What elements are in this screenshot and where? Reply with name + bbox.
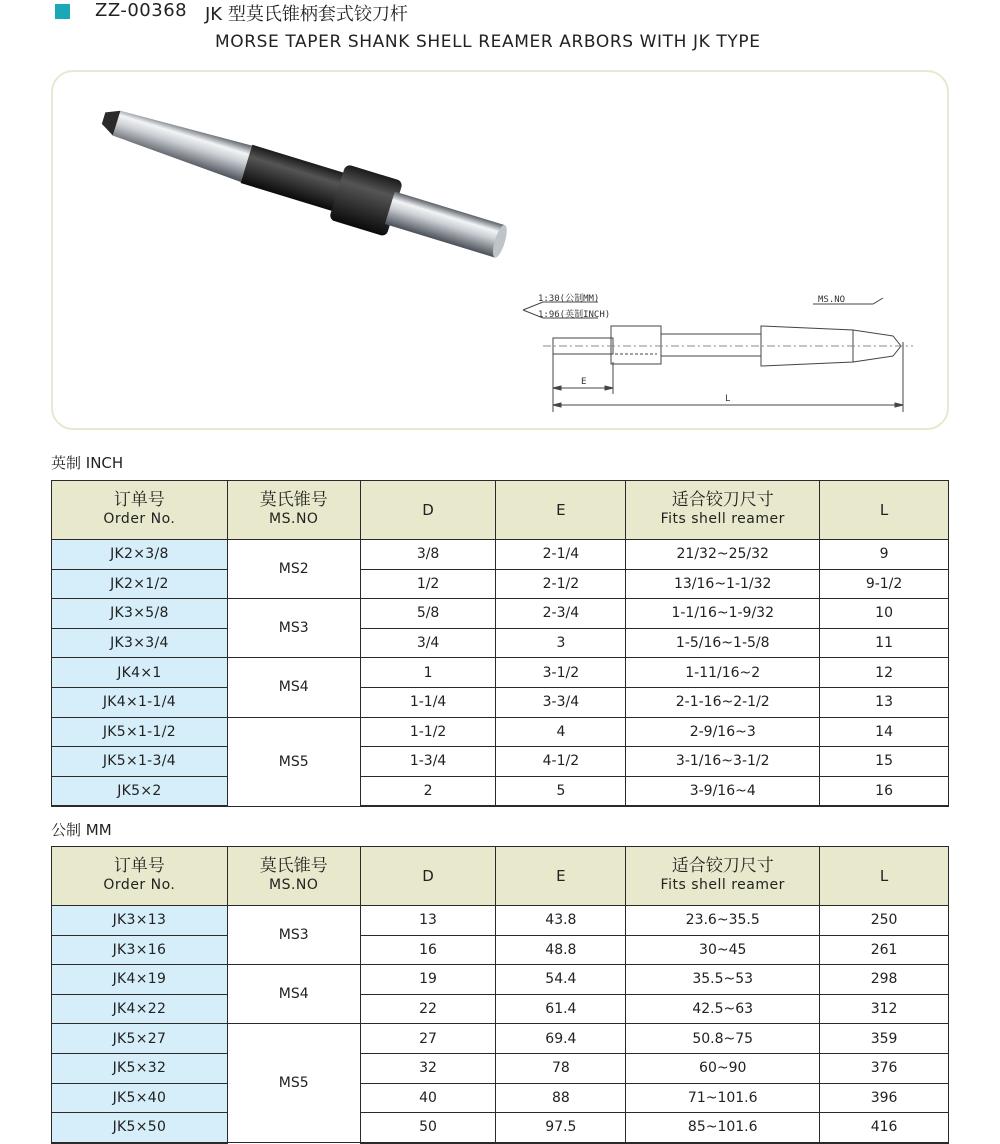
cell-fits: 1-11/16~2: [626, 658, 820, 688]
cell-order-no: JK3×3/4: [52, 628, 228, 658]
cell-fits: 2-9/16~3: [626, 717, 820, 747]
cell-order-no: JK5×2: [52, 776, 228, 806]
cell-e: 97.5: [496, 1113, 626, 1143]
l-dimension-label: L: [725, 394, 731, 404]
title-chinese: JK 型莫氏锥柄套式铰刀杆: [205, 4, 408, 25]
cell-order-no: JK5×40: [52, 1083, 228, 1113]
cell-order-no: JK3×13: [52, 906, 228, 936]
cell-e: 61.4: [496, 994, 626, 1024]
cell-e: 3-3/4: [496, 687, 626, 717]
cell-d: 3/4: [360, 628, 496, 658]
table-row: [52, 717, 949, 747]
cell-ms-no: MS4: [227, 658, 360, 717]
cell-order-no: JK4×1-1/4: [52, 687, 228, 717]
table-row: [52, 965, 949, 995]
col-e: E: [496, 481, 626, 540]
taper-inch-label: 1:96(英制INCH): [538, 310, 611, 320]
table-row: [52, 569, 949, 599]
accent-square: [55, 4, 70, 19]
cell-d: 16: [360, 935, 496, 965]
cell-e: 3-1/2: [496, 658, 626, 688]
cell-order-no: JK3×16: [52, 935, 228, 965]
cell-l: 11: [820, 628, 949, 658]
table-row: [52, 935, 949, 965]
cell-order-no: JK5×1-3/4: [52, 747, 228, 777]
cell-e: 2-1/2: [496, 569, 626, 599]
cell-l: 9-1/2: [820, 569, 949, 599]
cell-e: 2-1/4: [496, 540, 626, 570]
inch-table-body: [52, 540, 949, 807]
table-row: [52, 687, 949, 717]
cell-e: 2-3/4: [496, 599, 626, 629]
col-e: E: [496, 847, 626, 906]
cell-l: 13: [820, 687, 949, 717]
cell-l: 16: [820, 776, 949, 806]
cell-ms-no: MS2: [227, 540, 360, 599]
cell-l: 298: [820, 965, 949, 995]
cell-d: 50: [360, 1113, 496, 1143]
table-row: [52, 1113, 949, 1143]
cell-ms-no: MS5: [227, 717, 360, 806]
cell-d: 5/8: [360, 599, 496, 629]
cell-l: 14: [820, 717, 949, 747]
table-row: [52, 540, 949, 570]
table-row: [52, 599, 949, 629]
arbor-photo: [95, 92, 514, 270]
col-l: L: [820, 847, 949, 906]
cell-fits: 85~101.6: [626, 1113, 820, 1143]
cell-fits: 3-1/16~3-1/2: [626, 747, 820, 777]
table-row: [52, 906, 949, 936]
cell-order-no: JK3×5/8: [52, 599, 228, 629]
cell-fits: 30~45: [626, 935, 820, 965]
mm-spec-table: [51, 846, 949, 1144]
cell-e: 48.8: [496, 935, 626, 965]
product-illustration: [53, 72, 947, 428]
cell-l: 9: [820, 540, 949, 570]
cell-e: 88: [496, 1083, 626, 1113]
cell-d: 22: [360, 994, 496, 1024]
cell-fits: 21/32~25/32: [626, 540, 820, 570]
cell-l: 396: [820, 1083, 949, 1113]
table-header-row: [52, 481, 949, 540]
cell-l: 10: [820, 599, 949, 629]
table-row: [52, 994, 949, 1024]
cell-fits: 35.5~53: [626, 965, 820, 995]
inch-spec-table: [51, 480, 949, 807]
cell-e: 69.4: [496, 1024, 626, 1054]
cell-d: 2: [360, 776, 496, 806]
cell-order-no: JK5×27: [52, 1024, 228, 1054]
inch-section-title: 英制 INCH: [51, 454, 124, 472]
table-row: [52, 1083, 949, 1113]
col-ms: 莫氏锥号 MS.NO: [227, 481, 360, 540]
cell-e: 4: [496, 717, 626, 747]
cell-fits: 1-5/16~1-5/8: [626, 628, 820, 658]
col-d: D: [360, 481, 496, 540]
mm-table-body: [52, 906, 949, 1143]
cell-e: 54.4: [496, 965, 626, 995]
table-row: [52, 1053, 949, 1083]
cell-fits: 1-1/16~1-9/32: [626, 599, 820, 629]
cell-l: 359: [820, 1024, 949, 1054]
col-fits: 适合铰刀尺寸 Fits shell reamer: [626, 847, 820, 906]
col-ms: 莫氏锥号 MS.NO: [227, 847, 360, 906]
col-fits: 适合铰刀尺寸 Fits shell reamer: [626, 481, 820, 540]
table-row: [52, 1024, 949, 1054]
cell-d: 3/8: [360, 540, 496, 570]
page-header: [0, 0, 1000, 60]
cell-order-no: JK5×32: [52, 1053, 228, 1083]
cell-fits: 13/16~1-1/32: [626, 569, 820, 599]
cell-d: 1-1/4: [360, 687, 496, 717]
cell-e: 3: [496, 628, 626, 658]
cell-l: 15: [820, 747, 949, 777]
cell-order-no: JK4×1: [52, 658, 228, 688]
col-order: 订单号 Order No.: [52, 481, 228, 540]
cell-order-no: JK2×1/2: [52, 569, 228, 599]
cell-l: 312: [820, 994, 949, 1024]
title-english: MORSE TAPER SHANK SHELL REAMER ARBORS WITH JK TYPE: [215, 32, 761, 52]
cell-order-no: JK2×3/8: [52, 540, 228, 570]
cell-order-no: JK5×50: [52, 1113, 228, 1143]
col-d: D: [360, 847, 496, 906]
cell-ms-no: MS5: [227, 1024, 360, 1143]
cell-fits: 2-1-16~2-1/2: [626, 687, 820, 717]
product-figure-panel: [51, 70, 949, 430]
cell-fits: 50.8~75: [626, 1024, 820, 1054]
cell-d: 1-1/2: [360, 717, 496, 747]
cell-d: 27: [360, 1024, 496, 1054]
cell-e: 4-1/2: [496, 747, 626, 777]
cell-d: 40: [360, 1083, 496, 1113]
mm-section-title: 公制 MM: [51, 821, 112, 839]
ms-no-label: MS.NO: [818, 295, 846, 305]
cell-ms-no: MS4: [227, 965, 360, 1024]
cell-l: 261: [820, 935, 949, 965]
cell-d: 32: [360, 1053, 496, 1083]
cell-order-no: JK5×1-1/2: [52, 717, 228, 747]
cell-d: 1/2: [360, 569, 496, 599]
cell-fits: 71~101.6: [626, 1083, 820, 1113]
cell-ms-no: MS3: [227, 906, 360, 965]
taper-mm-label: 1:30(公制MM): [538, 294, 600, 304]
cell-d: 13: [360, 906, 496, 936]
cell-fits: 23.6~35.5: [626, 906, 820, 936]
cell-e: 5: [496, 776, 626, 806]
cell-l: 250: [820, 906, 949, 936]
table-header-row: [52, 847, 949, 906]
cell-ms-no: MS3: [227, 599, 360, 658]
cell-l: 376: [820, 1053, 949, 1083]
product-code: ZZ-00368: [95, 0, 188, 21]
cell-d: 19: [360, 965, 496, 995]
cell-e: 43.8: [496, 906, 626, 936]
table-row: [52, 747, 949, 777]
cell-fits: 60~90: [626, 1053, 820, 1083]
table-row: [52, 776, 949, 806]
cell-e: 78: [496, 1053, 626, 1083]
table-row: [52, 658, 949, 688]
cell-d: 1: [360, 658, 496, 688]
col-order: 订单号 Order No.: [52, 847, 228, 906]
cell-order-no: JK4×19: [52, 965, 228, 995]
cell-fits: 3-9/16~4: [626, 776, 820, 806]
cell-fits: 42.5~63: [626, 994, 820, 1024]
e-dimension-label: E: [581, 377, 587, 387]
cell-l: 416: [820, 1113, 949, 1143]
cell-d: 1-3/4: [360, 747, 496, 777]
table-row: [52, 628, 949, 658]
cell-order-no: JK4×22: [52, 994, 228, 1024]
cell-l: 12: [820, 658, 949, 688]
col-l: L: [820, 481, 949, 540]
